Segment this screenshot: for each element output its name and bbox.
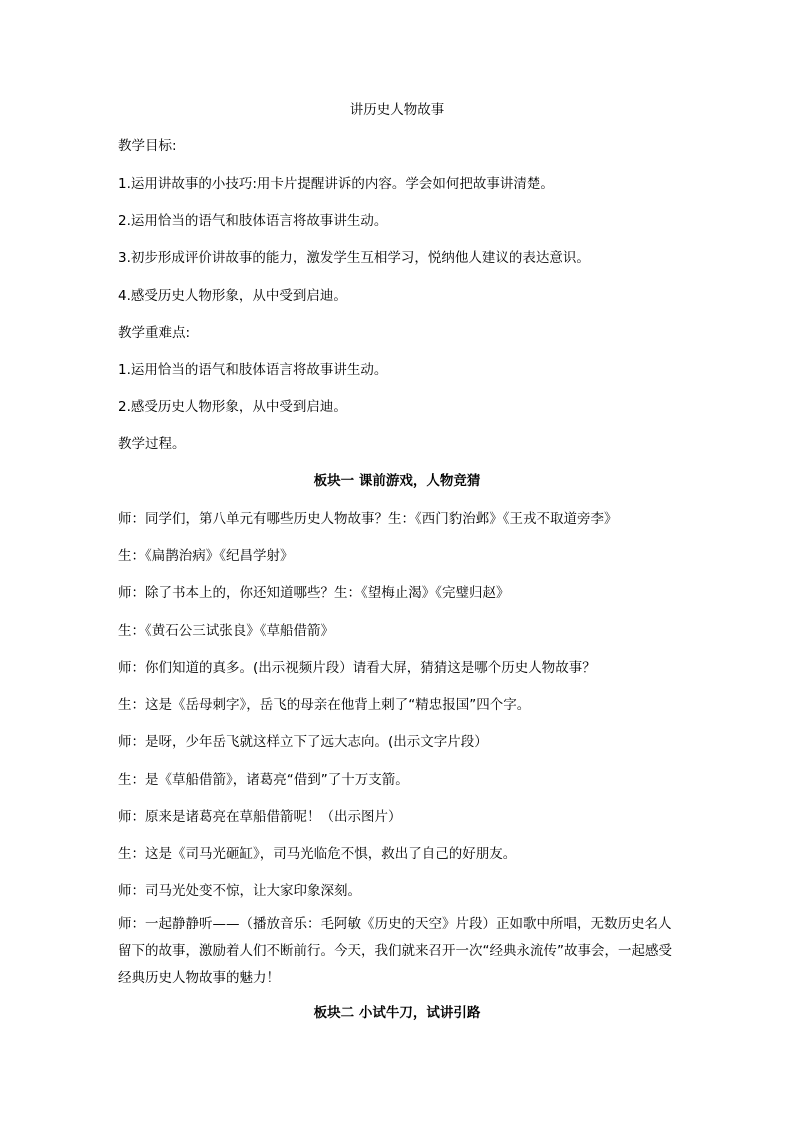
dialogue-line: 生：《扁鹊治病》《纪昌学射》 — [118, 548, 294, 564]
key-point-item: 2.感受历史人物形象，从中受到启迪。 — [118, 399, 347, 415]
section-heading: 板块二 小试牛刀，试讲引路 — [313, 1005, 481, 1021]
objectives-heading: 教学目标: — [118, 138, 177, 154]
dialogue-line: 生：这是《司马光砸缸》，司马光临危不惧，救出了自己的好朋友。 — [118, 846, 517, 862]
key-points-heading: 教学重难点: — [118, 325, 191, 341]
dialogue-line: 师：你们知道的真多。(出示视频片段）请看大屏，猜猜这是哪个历史人物故事？ — [118, 660, 596, 676]
objective-item: 4.感受历史人物形象，从中受到启迪。 — [118, 288, 347, 304]
dialogue-line: 师：除了书本上的，你还知道哪些？生：《望梅止渴》《完璧归赵》 — [118, 585, 510, 601]
objective-item: 3.初步形成评价讲故事的能力，激发学生互相学习，悦纳他人建议的表达意识。 — [118, 250, 590, 266]
document-title: 讲历史人物故事 — [349, 102, 445, 118]
dialogue-line: 师：同学们，第八单元有哪些历史人物故事？生：《西门豹治邺》《王戎不取道旁李》 — [118, 511, 618, 527]
objective-item: 1.运用讲故事的小技巧:用卡片提醒讲诉的内容。学会如何把故事讲清楚。 — [118, 176, 554, 192]
closing-paragraph: 师：一起静静听——（播放音乐：毛阿敏《历史的天空》片段）正如歌中所唱，无数历史名人留下的故事，激励着人们不断前行。今天，我们就来召开一次“经典永流传”故事会，一起感受经典历史人物故事的魅力！ — [118, 916, 672, 986]
objective-item: 2.运用恰当的语气和肢体语言将故事讲生动。 — [118, 213, 388, 229]
key-point-item: 1.运用恰当的语气和肢体语言将故事讲生动。 — [118, 362, 388, 378]
process-heading: 教学过程。 — [118, 436, 186, 452]
dialogue-line: 师：司马光处变不惊，让大家印象深刻。 — [118, 883, 361, 899]
dialogue-line: 生：是《草船借箭》，诸葛亮“借到”了十万支箭。 — [118, 772, 409, 788]
dialogue-line: 师：是呀，少年岳飞就这样立下了远大志向。(出示文字片段） — [118, 734, 488, 750]
dialogue-line: 生：《黄石公三试张良》《草船借箭》 — [118, 623, 334, 639]
dialogue-line: 生：这是《岳母刺字》，岳飞的母亲在他背上刺了“精忠报国”四个字。 — [118, 697, 531, 713]
section-heading: 板块一 课前游戏，人物竞猜 — [313, 473, 481, 489]
dialogue-line: 师：原来是诸葛亮在草船借箭呢！（出示图片） — [118, 809, 402, 825]
